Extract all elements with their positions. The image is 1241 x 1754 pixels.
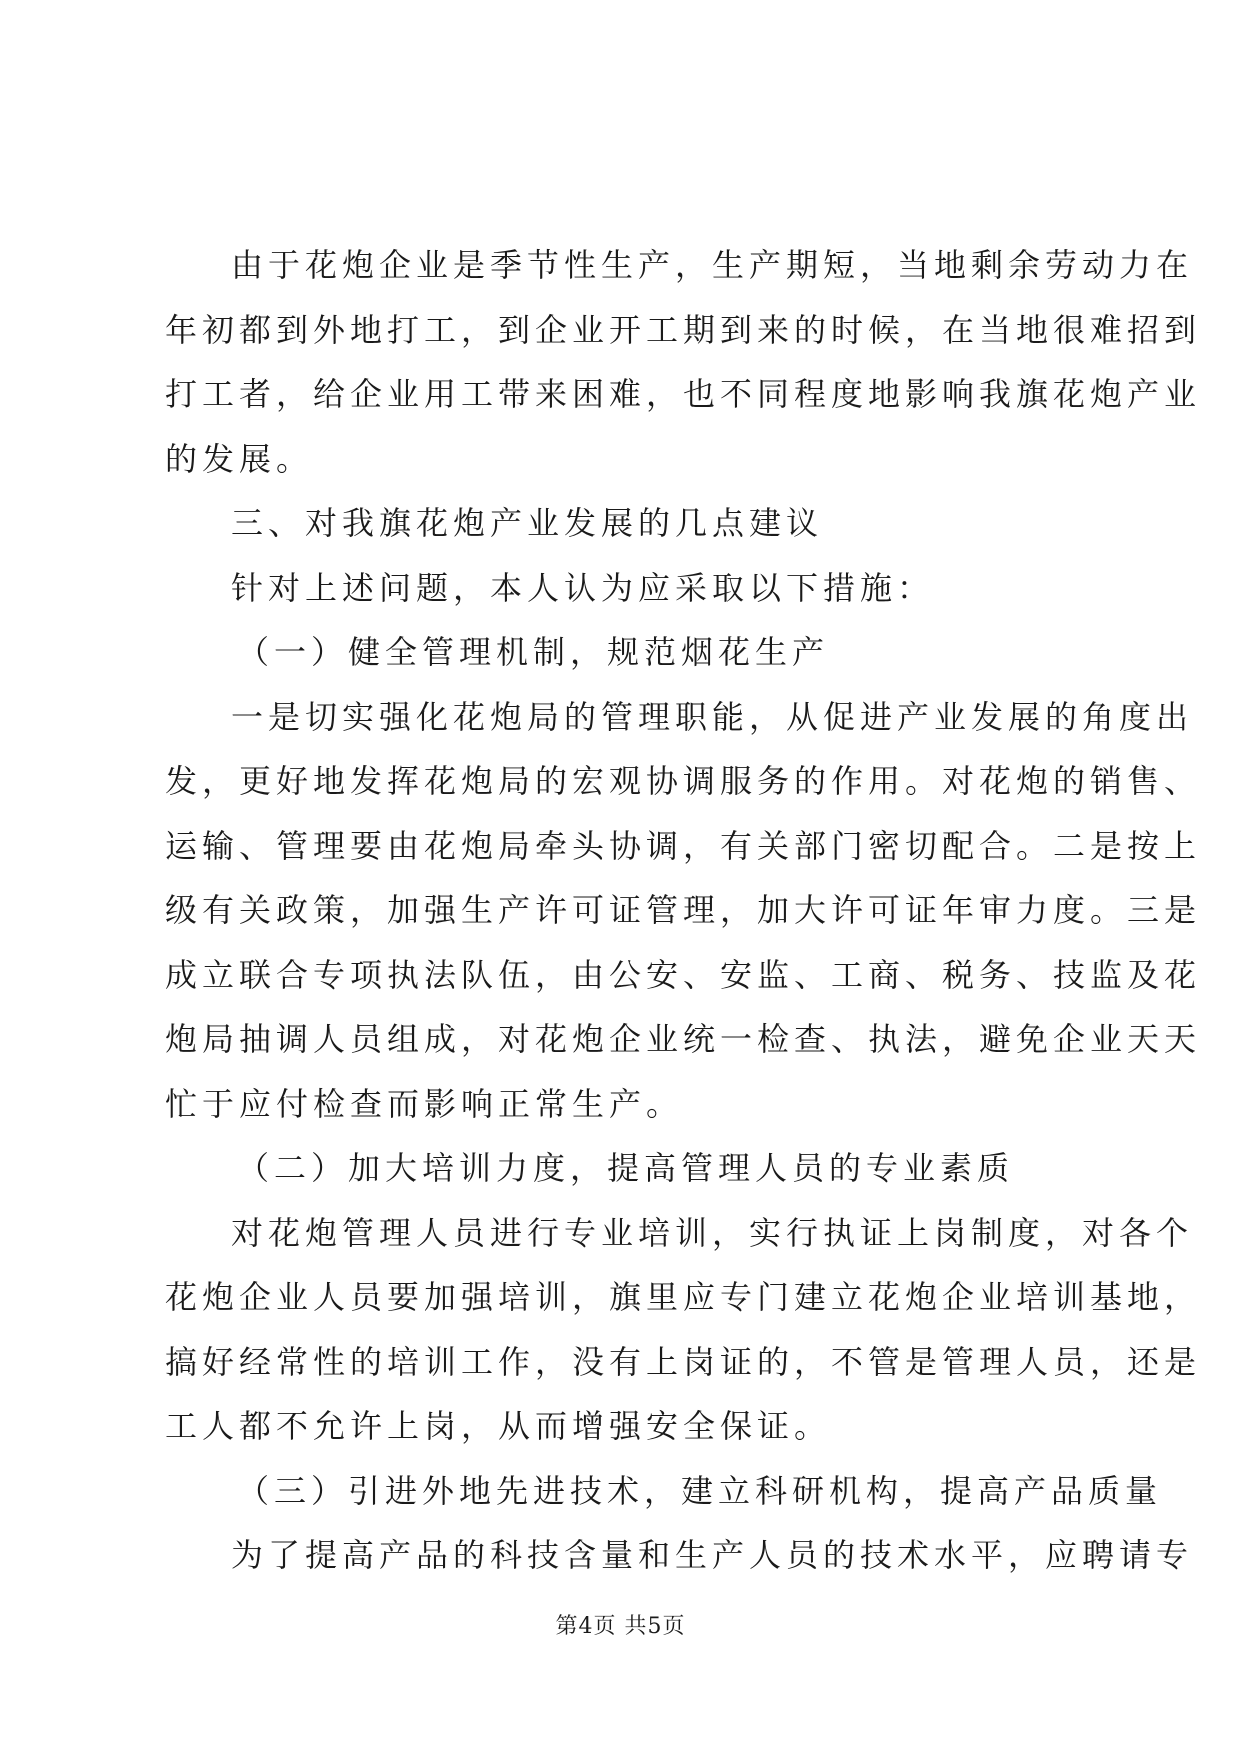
paragraph-line: 忙于应付检查而影响正常生产。 — [165, 1084, 684, 1123]
paragraph-line: 花炮企业人员要加强培训，旗里应专门建立花炮企业培训基地， — [165, 1278, 1202, 1316]
subsection-heading: （一）健全管理机制，规范烟花生产 — [237, 633, 830, 671]
page-number-footer: 第4页 共5页 — [555, 1614, 686, 1639]
paragraph-line: 搞好经常性的培训工作，没有上岗证的，不管是管理人员，还是 — [165, 1342, 1202, 1381]
document-body — [165, 233, 1202, 1588]
section-heading: 三、对我旗花炮产业发展的几点建议 — [231, 504, 824, 542]
paragraph-line: 为了提高产品的科技含量和生产人员的技术水平，应聘请专 — [231, 1536, 1194, 1574]
paragraph-line: 一是切实强化花炮局的管理职能，从促进产业发展的角度出 — [231, 697, 1194, 736]
paragraph-line: 的发展。 — [165, 439, 314, 478]
paragraph-line: 级有关政策，加强生产许可证管理，加大许可证年审力度。三是 — [165, 891, 1202, 929]
paragraph-line: 年初都到外地打工，到企业开工期到来的时候，在当地很难招到 — [165, 310, 1202, 349]
paragraph-line: 打工者，给企业用工带来困难，也不同程度地影响我旗花炮产业 — [165, 375, 1202, 413]
paragraph-line: 针对上述问题，本人认为应采取以下措施： — [231, 568, 935, 607]
paragraph-line: 炮局抽调人员组成，对花炮企业统一检查、执法，避免企业天天 — [165, 1020, 1202, 1058]
paragraph-line: 发，更好地发挥花炮局的宏观协调服务的作用。对花炮的销售、 — [165, 762, 1202, 800]
paragraph-line: 对花炮管理人员进行专业培训，实行执证上岗制度，对各个 — [231, 1213, 1194, 1252]
paragraph-line: 由于花炮企业是季节性生产，生产期短，当地剩余劳动力在 — [231, 246, 1194, 284]
paragraph-line: 运输、管理要由花炮局牵头协调，有关部门密切配合。二是按上 — [165, 826, 1202, 865]
subsection-heading: （二）加大培训力度，提高管理人员的专业素质 — [237, 1149, 1015, 1187]
paragraph-line: 工人都不允许上岗，从而增强安全保证。 — [165, 1407, 832, 1445]
paragraph-line: 成立联合专项执法队伍，由公安、安监、工商、税务、技监及花 — [165, 955, 1202, 994]
subsection-heading: （三）引进外地先进技术，建立科研机构，提高产品质量 — [237, 1471, 1163, 1510]
